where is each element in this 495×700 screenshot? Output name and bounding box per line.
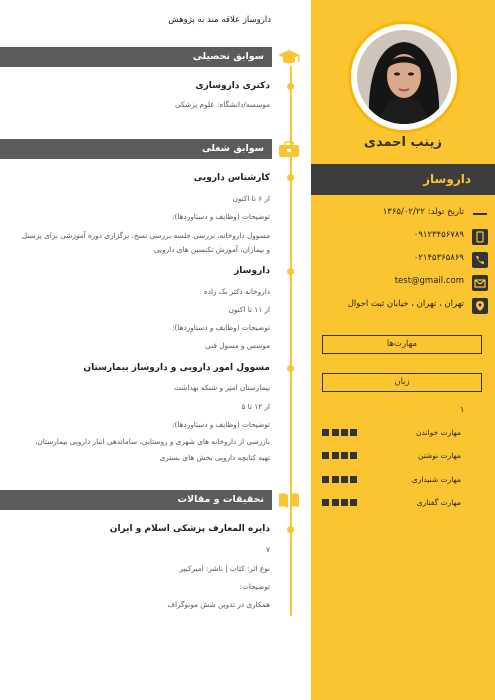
writing-skill-dots	[322, 452, 358, 460]
contact-phone: ۰۲۱۴۵۳۶۵۸۶۹	[311, 251, 495, 269]
work-item-1-line: و بیماران، آموزش تکنسین های دارویی	[154, 245, 270, 254]
graduation-cap-icon	[276, 47, 302, 67]
work-item-3-line: از ۱۲ تا ۵	[241, 402, 270, 411]
work-item-1-line: توضیحات (وظایف و دستاوردها):	[172, 212, 270, 221]
profile-name: زینب احمدی	[364, 135, 442, 150]
work-item-3-title: مسوول امور دارویی و داروساز بیمارستان	[83, 363, 270, 373]
education-item-title: دکتری داروسازی	[195, 81, 270, 91]
calendar-icon	[472, 206, 488, 222]
speaking-skill-label: مهارت گفتاری	[416, 498, 461, 507]
article-item-title: دایره المعارف پزشکی اسلام و ایران	[109, 524, 270, 534]
reading-skill-label: مهارت خواندن	[416, 428, 461, 437]
speaking-skill-dots	[322, 499, 358, 507]
work-heading: سوابق شغلی	[201, 143, 264, 154]
skills-heading: مهارت‌ها	[322, 335, 482, 354]
work-item-3-line: بازرسی از داروخانه های شهری و روستایی، ساماندهی انبار دارویی بیمارستان،	[35, 437, 270, 446]
briefcase-icon	[276, 139, 302, 159]
work-item-2-line: از ۱۱ تا اکنون	[228, 305, 270, 314]
work-item-1-title: کارشناس دارویی	[193, 173, 270, 183]
article-item-line: همکاری در تدوین شش مونوگراف	[167, 600, 270, 609]
profile-photo	[357, 30, 451, 124]
reading-skill-dots	[322, 429, 358, 437]
language-number: ۱	[460, 405, 465, 414]
work-item-1-line: از ۶ تا اکنون	[232, 194, 270, 203]
open-book-icon	[276, 490, 302, 510]
listening-skill-dots	[322, 476, 358, 484]
writing-skill-label: مهارت نوشتن	[417, 451, 461, 460]
work-item-3-line: توضیحات (وظایف و دستاوردها):	[172, 420, 270, 429]
job-title: داروساز	[423, 172, 471, 186]
work-heading-bar	[0, 139, 272, 159]
header-tagline: داروساز علاقه مند به پژوهش	[168, 15, 271, 25]
article-item-line: ۷	[266, 545, 270, 554]
article-item-line: نوع اثر: کتاب | ناشر: امیرکبیر	[179, 564, 270, 573]
education-item-line: موسسه/دانشگاه: علوم پزشکی	[174, 100, 270, 109]
timeline-dot	[287, 365, 294, 372]
contact-mobile: ۰۹۱۲۳۴۵۶۷۸۹	[311, 228, 495, 246]
work-item-3-line: تهیه کتابچه دارویی بخش های بستری	[159, 453, 270, 462]
education-heading: سوابق تحصیلی	[192, 51, 264, 62]
listening-skill-label: مهارت شنیداری	[411, 475, 461, 484]
mobile-icon	[472, 229, 488, 245]
email-icon	[472, 275, 488, 291]
articles-heading-bar	[0, 490, 272, 510]
contact-birthdate: تاریخ تولد: ۱۳۶۵/۰۲/۲۲	[311, 205, 495, 223]
contact-email: test@gmail.com	[311, 274, 495, 292]
work-item-2-line: داروخانه دکتر بک زاده	[203, 287, 270, 296]
work-item-2-line: موسس و مسول فنی	[205, 341, 270, 350]
location-icon	[472, 298, 488, 314]
work-item-2-title: داروساز	[234, 266, 270, 276]
timeline-dot	[287, 174, 294, 181]
contact-address: تهران ، تهران ، خیابان ثبت احوال	[311, 297, 495, 315]
work-item-2-line: توضیحات (وظایف و دستاوردها):	[172, 323, 270, 332]
timeline-dot	[287, 83, 294, 90]
articles-heading: تحقیقات و مقالات	[177, 494, 264, 505]
article-item-line: توضیحات:	[239, 582, 270, 591]
language-heading: زبان	[322, 373, 482, 392]
work-item-3-line: بیمارستان امیر و شبکه بهداشت	[174, 383, 270, 392]
work-item-1-line: مسوول داروخانه، بررسی جلسه بررسی نسخ، برگزاری دوره آموزشی برای پرسنل	[21, 231, 270, 240]
phone-icon	[472, 252, 488, 268]
timeline-dot	[287, 268, 294, 275]
job-title-bar	[311, 164, 495, 195]
education-heading-bar	[0, 47, 272, 67]
timeline-dot	[287, 526, 294, 533]
